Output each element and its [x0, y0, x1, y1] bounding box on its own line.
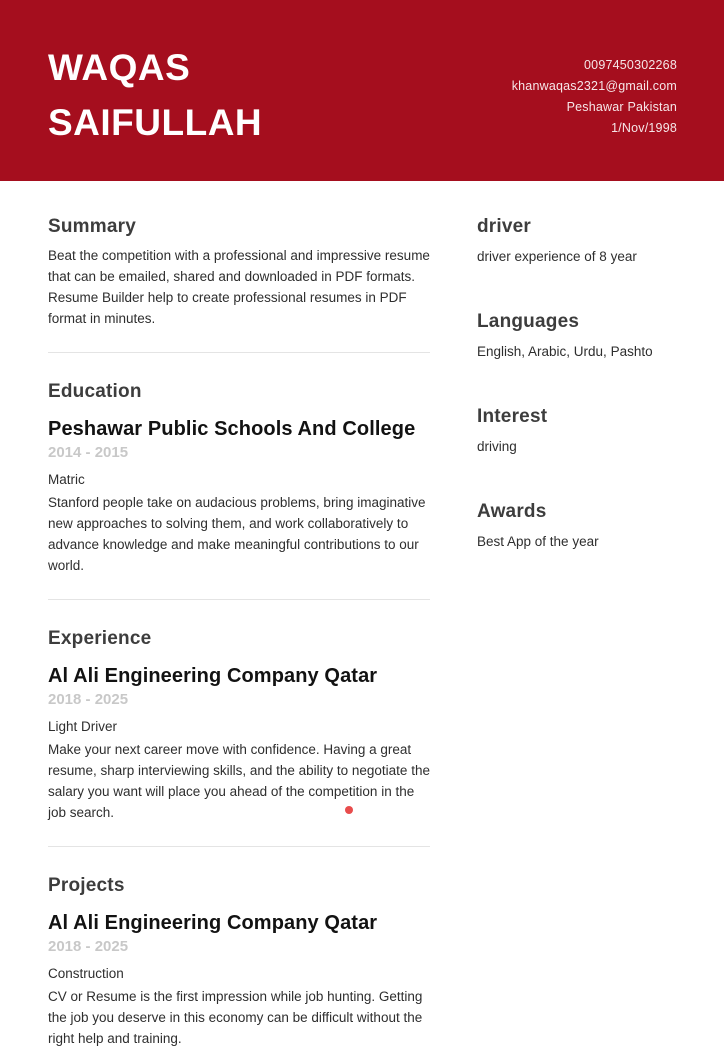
- project-dates: 2018 - 2025: [48, 938, 129, 955]
- section-driver: [477, 216, 677, 267]
- project-entry: [48, 912, 430, 1049]
- divider: [48, 846, 430, 847]
- resume-header: [0, 0, 724, 181]
- section-projects: [48, 875, 430, 1049]
- education-description: Stanford people take on audacious problems, bring imaginative new approaches to solving them, and work collaboratively to advance knowledge and make meaningful contributions to our world.: [48, 495, 426, 573]
- interest-text: driving: [477, 439, 517, 454]
- section-summary: [48, 216, 430, 329]
- person-name-line2: SAIFULLAH: [48, 102, 263, 143]
- project-company-name: Al Ali Engineering Company Qatar: [48, 912, 378, 934]
- education-school-name: Peshawar Public Schools And College: [48, 418, 416, 440]
- red-dot-indicator: [345, 806, 353, 814]
- section-education: [48, 381, 430, 576]
- right-column: [477, 216, 677, 1049]
- divider: [48, 352, 430, 353]
- experience-heading: Experience: [48, 628, 152, 649]
- divider: [48, 599, 430, 600]
- interest-heading: Interest: [477, 406, 548, 427]
- contact-phone: 0097450302268: [584, 58, 677, 72]
- person-name-line1: WAQAS: [48, 47, 191, 88]
- languages-heading: Languages: [477, 311, 580, 332]
- experience-dates: 2018 - 2025: [48, 691, 129, 708]
- languages-text: English, Arabic, Urdu, Pashto: [477, 344, 653, 359]
- education-dates: 2014 - 2015: [48, 444, 129, 461]
- driver-text: driver experience of 8 year: [477, 249, 637, 264]
- section-experience: [48, 628, 430, 823]
- awards-heading: Awards: [477, 501, 547, 522]
- projects-heading: Projects: [48, 875, 125, 896]
- summary-heading: Summary: [48, 216, 136, 237]
- project-type: Construction: [48, 966, 124, 981]
- contact-dob: 1/Nov/1998: [611, 121, 677, 135]
- education-degree: Matric: [48, 472, 85, 487]
- experience-entry: [48, 665, 430, 823]
- section-interest: [477, 406, 677, 457]
- driver-heading: driver: [477, 216, 532, 237]
- resume-body: [0, 181, 724, 1049]
- section-awards: [477, 501, 677, 552]
- experience-role: Light Driver: [48, 719, 118, 734]
- awards-text: Best App of the year: [477, 534, 599, 549]
- summary-text: Beat the competition with a professional and impressive resume that can be emailed, shared and downloaded in PDF formats. Resume Builder help to create professional resumes in PDF format in minutes.: [48, 248, 430, 326]
- experience-description: Make your next career move with confidence. Having a great resume, sharp interviewing skills, and the ability to negotiate the salary you want will place you ahead of the competition in the job search.: [48, 742, 430, 820]
- experience-company-name: Al Ali Engineering Company Qatar: [48, 665, 378, 687]
- section-languages: [477, 311, 677, 362]
- education-heading: Education: [48, 381, 142, 402]
- project-description: CV or Resume is the first impression while job hunting. Getting the job you deserve in this economy can be difficult without the right help and training.: [48, 989, 423, 1046]
- left-column: [48, 216, 430, 1049]
- education-entry: [48, 418, 430, 576]
- contact-email: khanwaqas2321@gmail.com: [511, 79, 677, 93]
- person-name: [48, 40, 262, 150]
- contact-location: Peshawar Pakistan: [566, 100, 677, 114]
- contact-block: [512, 55, 677, 139]
